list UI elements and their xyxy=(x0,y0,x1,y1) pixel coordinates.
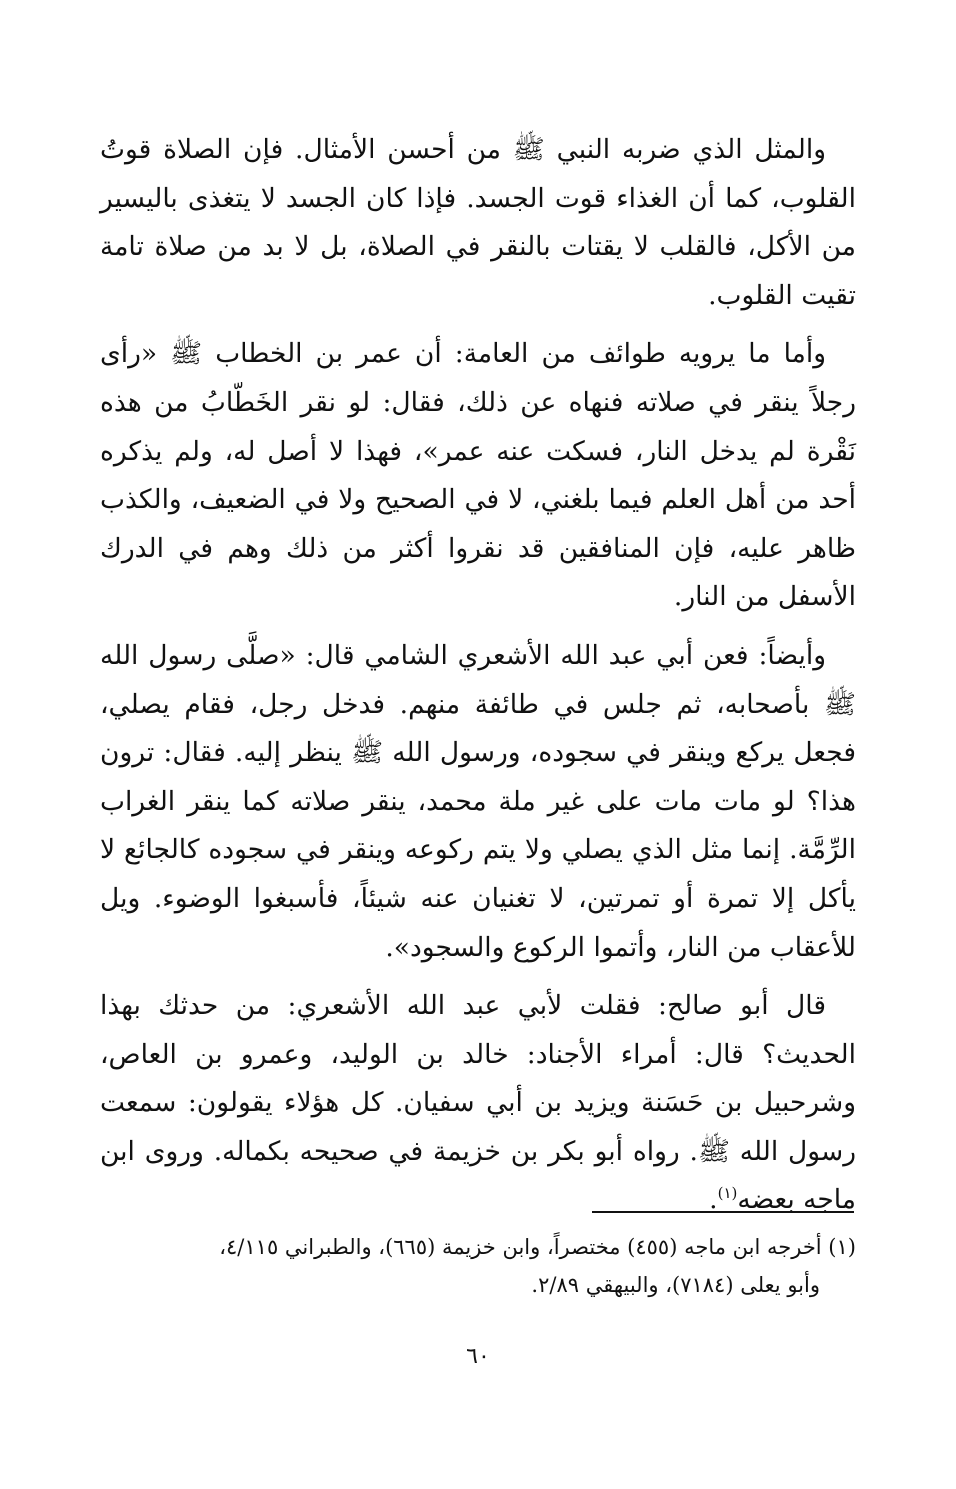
paragraph-3: وأيضاً: فعن أبي عبد الله الأشعري الشامي قال: «صلَّى رسول الله ﷺ بأصحابه، ثم جلس في طائفة منهم. فدخل رجل، فقام يصلي، فجعل يركع وينقر في سجوده، ورسول الله ﷺ ينظر إليه. فقال: ترون هذا؟ لو مات مات على غير ملة محمد، ينقر صلاته كما ينقر الغراب الرِّمَّة. إنما مثل الذي يصلي ولا يتم ركوعه وينقر في سجوده كالجائع لا يأكل إلا تمرة أو تمرتين، لا تغنيان عنه شيئاً، فأسبغوا الوضوء. ويل للأعقاب من النار، وأتموا الركوع والسجود». xyxy=(100,639,856,963)
paragraph-2: وأما ما يرويه طوائف من العامة: أن عمر بن الخطاب ﷺ «رأى رجلاً ينقر في صلاته فنهاه عن ذلك، فقال: لو نقر الخَطّابُ من هذه نَقْرة لم يدخل النار، فسكت عنه عمر»، فهذا لا أصل له، ولم يذكره أحد من أهل العلم فيما بلغني، لا في الصحيح ولا في الضعيف، والكذب ظاهر عليه، فإن المنافقين قد نقروا أكثر من ذلك وهم في الدرك الأسفل من النار. xyxy=(100,338,856,613)
paragraph-4 xyxy=(100,982,856,1225)
footnote-1-line-2: وأبو يعلى (٧١٨٤)، والبيهقي ٢/٨٩. xyxy=(531,1273,820,1297)
footnotes xyxy=(100,1228,856,1304)
main-text xyxy=(100,126,856,1225)
footnote-1-line-1: (١) أخرجه ابن ماجه (٤٥٥) مختصراً، وابن خزيمة (٦٦٥)، والطبراني ٤/١١٥، xyxy=(219,1235,856,1259)
footnote-reference: (١) xyxy=(717,1184,738,1203)
footnote-separator xyxy=(592,1211,854,1213)
paragraph-4-end: . xyxy=(709,1184,718,1216)
page-number: ٦٠ xyxy=(466,1344,490,1369)
paragraph-4-text: قال أبو صالح: فقلت لأبي عبد الله الأشعري: من حدثك بهذا الحديث؟ قال: أمراء الأجناد: خالد بن الوليد، وعمرو بن العاص، وشرحبيل بن حَسَنة ويزيد بن أبي سفيان. كل هؤلاء يقولون: سمعت رسول الله ﷺ. رواه أبو بكر بن خزيمة في صحيحه بكماله. وروى ابن ماجه بعضه xyxy=(100,990,856,1216)
paragraph-1: والمثل الذي ضربه النبي ﷺ من أحسن الأمثال. فإن الصلاة قوتُ القلوب، كما أن الغذاء قوت الجسد. فإذا كان الجسد لا يتغذى باليسير من الأكل، فالقلب لا يقتات بالنقر في الصلاة، بل لا بد من صلاة تامة تقيت القلوب. xyxy=(100,134,856,311)
